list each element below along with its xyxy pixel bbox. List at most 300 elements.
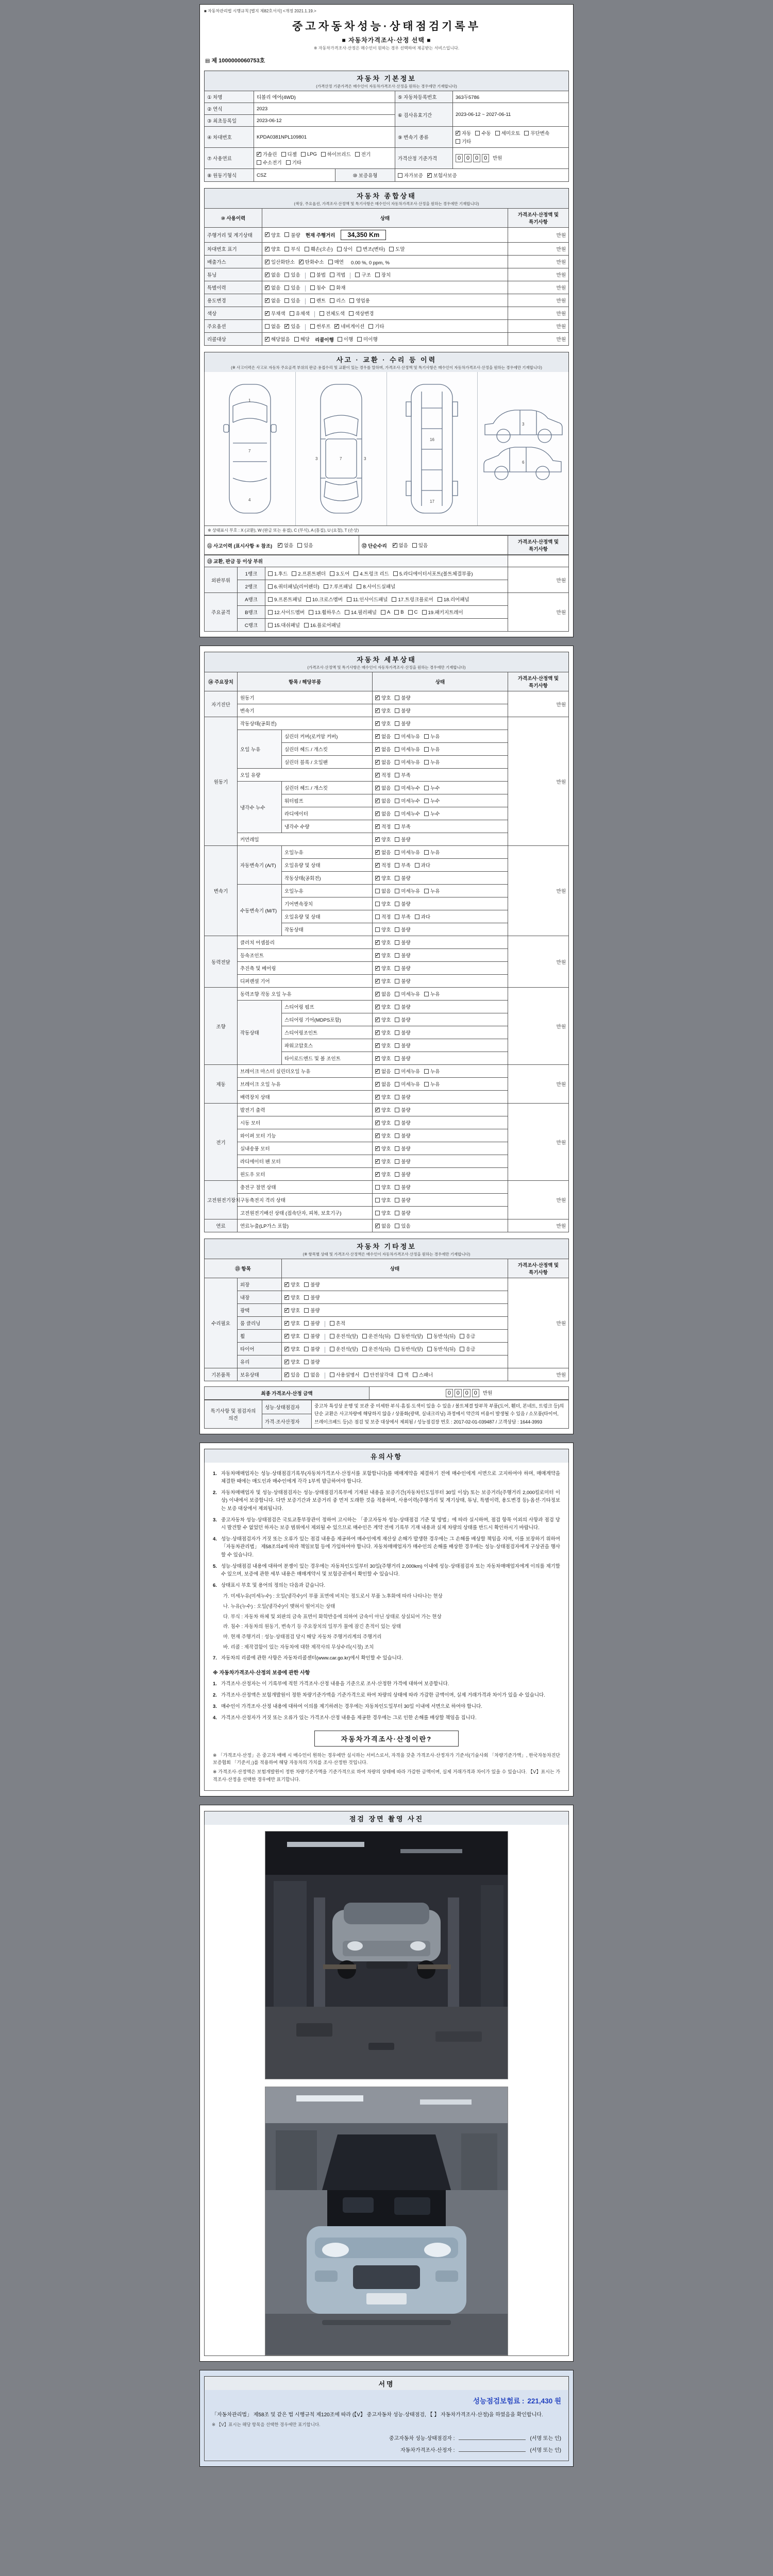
checkbox-불량[interactable] [304, 1345, 320, 1352]
checkbox-양호[interactable] [284, 1332, 300, 1340]
usage-state-cell [262, 333, 508, 346]
checkbox-부족[interactable] [395, 861, 410, 869]
state-cell [373, 782, 508, 794]
checkbox-동반석(뒤)[interactable] [427, 1332, 456, 1340]
checkbox-불량[interactable] [395, 1145, 410, 1152]
checkbox-동반석(뒤)[interactable] [427, 1345, 456, 1352]
checkbox-box [375, 1121, 380, 1125]
checkbox-11.인사이드패널[interactable] [347, 596, 388, 603]
checkbox-box [265, 232, 270, 237]
checkbox-label: 없음 [381, 992, 391, 997]
state-cell [373, 846, 508, 859]
checkbox-없음[interactable] [375, 990, 391, 997]
checkbox-적정[interactable] [375, 913, 391, 920]
checkbox-없음[interactable] [375, 797, 391, 804]
checkbox-없음[interactable] [375, 810, 391, 817]
checkbox-과다[interactable] [415, 861, 430, 869]
device-row [205, 1219, 569, 1232]
checkbox-양호[interactable] [265, 245, 280, 252]
checkbox-불량[interactable] [395, 1132, 410, 1139]
checkbox-과다[interactable] [415, 913, 430, 920]
checkbox-label: 수동 [481, 131, 491, 137]
checkbox-불량[interactable] [395, 1183, 410, 1191]
checkbox-불량[interactable] [395, 1106, 410, 1113]
checkbox-스패너[interactable] [413, 1371, 433, 1378]
checkbox-불법[interactable] [310, 271, 326, 278]
checkbox-도말[interactable] [389, 245, 405, 252]
checkbox-흔적[interactable] [330, 1319, 345, 1327]
checkbox-14.필러패널[interactable] [345, 608, 377, 616]
checkbox-6.쿼터패널(리어펜더)[interactable] [268, 583, 320, 590]
checkbox-불량[interactable] [395, 964, 410, 972]
checkbox-누유[interactable] [424, 990, 440, 997]
checkbox-없음[interactable] [375, 1080, 391, 1088]
checkbox-10.크로스멤버[interactable] [306, 596, 343, 603]
checkbox-부식[interactable] [284, 245, 300, 252]
checkbox-box [375, 721, 380, 726]
valid-period-value: 2023-06-12 ~ 2027-06-11 [453, 103, 569, 127]
checkbox-양호[interactable] [375, 1106, 391, 1113]
checkbox-무채색[interactable] [265, 310, 285, 317]
checkbox-없음[interactable] [265, 284, 280, 291]
item-name: 오일누유 [282, 885, 373, 897]
state-cell [373, 1091, 508, 1104]
checkbox-훼손(오손)[interactable] [305, 245, 333, 252]
item-name: 작동상태(공회전) [238, 717, 373, 730]
item-name: 클러치 어셈블리 [238, 936, 373, 949]
item-name: 오일 유량 [238, 769, 373, 782]
checkbox-응급[interactable] [460, 1332, 475, 1340]
checkbox-양호[interactable] [375, 926, 391, 933]
checkbox-양호[interactable] [375, 1093, 391, 1100]
checkbox-양호[interactable] [375, 707, 391, 714]
checkbox-양호[interactable] [375, 1145, 391, 1152]
checkbox-양호[interactable] [375, 939, 391, 946]
checkbox-19.패키지트레이[interactable] [422, 608, 463, 616]
checkbox-1.후드[interactable] [268, 570, 288, 577]
checkbox-양호[interactable] [375, 720, 391, 727]
checkbox-있음[interactable] [284, 284, 300, 291]
checkbox-label: 15.대쉬패널 [274, 623, 300, 629]
checkbox-box [395, 799, 399, 803]
checkbox-5.라디에이터서포트(볼트체결부품)[interactable] [393, 570, 473, 577]
checkbox-미세누유[interactable] [395, 758, 420, 766]
checkbox-동반석(앞)[interactable] [395, 1345, 423, 1352]
item-name: 커먼레일 [238, 833, 373, 846]
checkbox-유채색[interactable] [290, 310, 310, 317]
checkbox-box [395, 734, 399, 739]
checkbox-무단변속[interactable] [524, 129, 549, 137]
signature-line[interactable] [459, 2434, 526, 2440]
checkbox-없음[interactable] [375, 849, 391, 856]
item-name: 변속기 [238, 704, 373, 717]
checkbox-box [456, 131, 460, 135]
checkbox-있음[interactable] [412, 541, 428, 549]
checkbox-불량[interactable] [395, 939, 410, 946]
checkbox-양호[interactable] [375, 874, 391, 882]
checkbox-불량[interactable] [395, 900, 410, 907]
checkbox-미이행[interactable] [357, 335, 378, 343]
checkbox-label: 탄화수소 [305, 260, 324, 265]
document-number-text: 제 1000000060753호 [211, 58, 265, 64]
checkbox-누수[interactable] [424, 784, 440, 791]
checkbox-label: 동반석(뒤) [433, 1334, 456, 1340]
checkbox-탄화수소[interactable] [299, 258, 324, 265]
checkbox-불량[interactable] [395, 1003, 410, 1010]
checkbox-네비게이션[interactable] [334, 323, 364, 330]
checkbox-B[interactable] [394, 609, 404, 615]
checkbox-box [395, 837, 399, 842]
checkbox-없음[interactable] [265, 271, 280, 278]
checkbox-기타[interactable] [368, 323, 384, 330]
notice-item [213, 1691, 560, 1699]
checkbox-화재[interactable] [330, 284, 345, 291]
checkbox-있음[interactable] [297, 541, 313, 549]
checkbox-없음[interactable] [375, 887, 391, 894]
checkbox-양호[interactable] [375, 1055, 391, 1062]
checkbox-불량[interactable] [395, 1171, 410, 1178]
checkbox-있음[interactable] [395, 1222, 410, 1229]
final-price-table [204, 1386, 569, 1400]
checkbox-box [398, 173, 402, 178]
checkbox-box [338, 337, 342, 342]
device-row [205, 988, 569, 1001]
checkbox-침수[interactable] [310, 284, 326, 291]
checkbox-없음[interactable] [375, 733, 391, 740]
checkbox-불량[interactable] [395, 1209, 410, 1216]
checkbox-box [355, 273, 360, 277]
checkbox-양호[interactable] [375, 1042, 391, 1049]
etc-group-label: 기본품목 [205, 1368, 238, 1381]
checkbox-미세누유[interactable] [395, 887, 420, 894]
checkbox-box [265, 324, 270, 329]
svg-text:3: 3 [522, 422, 525, 427]
checkbox-불량[interactable] [304, 1319, 320, 1327]
checkbox-양호[interactable] [375, 1158, 391, 1165]
device-name: 조향 [205, 988, 238, 1065]
checkbox-미세누유[interactable] [395, 990, 420, 997]
checkbox-label: 미이행 [363, 337, 378, 343]
checkbox-8.사이드실패널[interactable] [357, 583, 395, 590]
checkbox-전기[interactable] [355, 150, 371, 158]
checkbox-부족[interactable] [395, 823, 410, 830]
checkbox-box [375, 863, 380, 868]
checkbox-box [395, 992, 399, 996]
checkbox-운전석(앞)[interactable] [330, 1332, 358, 1340]
checkbox-운전석(앞)[interactable] [330, 1345, 358, 1352]
notice-subitem: 나. 누유(누수) : 오일(냉각수)이 맺혀서 떨어지는 상태 [223, 1604, 335, 1610]
checkbox-일산화탄소[interactable] [265, 258, 295, 265]
checkbox-세미오토[interactable] [495, 129, 520, 137]
checkbox-label: 양호 [291, 1334, 300, 1340]
checkbox-17.트렁크플로어[interactable] [392, 596, 433, 603]
checkbox-누수[interactable] [424, 810, 440, 817]
checkbox-box [375, 1211, 380, 1215]
checkbox-부족[interactable] [395, 913, 410, 920]
checkbox-있음[interactable] [284, 323, 300, 330]
sign-note: ※ 【V】표시는 해당 항목을 선택한 경우에만 표기합니다. [212, 2422, 321, 2428]
checkbox-동반석(앞)[interactable] [395, 1332, 423, 1340]
checkbox-응급[interactable] [460, 1345, 475, 1352]
checkbox-미세누수[interactable] [395, 810, 420, 817]
checkbox-양호[interactable] [375, 836, 391, 843]
checkbox-사용설명서[interactable] [330, 1371, 360, 1378]
checkbox-없음[interactable] [375, 1067, 391, 1075]
usage-history-row [205, 243, 569, 256]
checkbox-리스[interactable] [330, 297, 345, 304]
checkbox-불량[interactable] [304, 1307, 320, 1314]
checkbox-양호[interactable] [375, 900, 391, 907]
overall-col-item: ⑩ 사용이력 [205, 209, 262, 228]
checkbox-label: 10.크로스멤버 [312, 597, 343, 603]
checkbox-불량[interactable] [395, 707, 410, 714]
checkbox-label: 있음 [418, 543, 428, 549]
etc-row [205, 1368, 569, 1381]
checkbox-잭[interactable] [398, 1371, 409, 1378]
checkbox-없음[interactable] [265, 323, 280, 330]
item-name: 브레이크 오일 누유 [238, 1078, 373, 1091]
checkbox-누유[interactable] [424, 849, 440, 856]
section-detail-note: (가격조사·산정액 및 특기사항은 매수인이 자동차가격조사·산정을 원하는 경우에만 기재합니다) [307, 665, 466, 670]
checkbox-label: 잭 [404, 1372, 409, 1378]
checkbox-불량[interactable] [395, 836, 410, 843]
checkbox-미세누수[interactable] [395, 784, 420, 791]
checkbox-미세누유[interactable] [395, 745, 420, 753]
document-subnote: ※ 자동차가격조사·산정은 매수인이 원하는 경우 선택하여 제공받는 서비스입니다. [313, 46, 460, 50]
checkbox-없음[interactable] [375, 1222, 391, 1229]
checkbox-box [304, 1295, 309, 1300]
checkbox-누유[interactable] [424, 1080, 440, 1088]
checkbox-있음[interactable] [284, 297, 300, 304]
checkbox-없음[interactable] [375, 745, 391, 753]
checkbox-C[interactable] [408, 609, 418, 615]
checkbox-양호[interactable] [284, 1281, 300, 1288]
checkbox-box [375, 940, 380, 945]
checkbox-디젤[interactable] [281, 150, 297, 158]
checkbox-자동[interactable] [456, 129, 471, 137]
panel-items-cell [265, 593, 508, 606]
checkbox-누유[interactable] [424, 758, 440, 766]
checkbox-불량[interactable] [395, 1158, 410, 1165]
checkbox-변조(변타)[interactable] [357, 245, 385, 252]
checkbox-12.사이드멤버[interactable] [268, 608, 305, 616]
checkbox-미세누유[interactable] [395, 1080, 420, 1088]
checkbox-LPG[interactable] [301, 151, 317, 157]
checkbox-box [395, 1146, 399, 1151]
checkbox-7.루프패널[interactable] [324, 583, 353, 590]
checkbox-9.프론트패널[interactable] [268, 596, 302, 603]
checkbox-전체도색[interactable] [320, 310, 345, 317]
checkbox-box [265, 337, 270, 342]
checkbox-불량[interactable] [395, 694, 410, 701]
checkbox-누유[interactable] [424, 1067, 440, 1075]
checkbox-양호[interactable] [375, 964, 391, 972]
checkbox-불량[interactable] [395, 926, 410, 933]
checkbox-label: 없음 [381, 734, 391, 740]
checkbox-label: 7.루프패널 [329, 584, 353, 590]
checkbox-양호[interactable] [375, 952, 391, 959]
checkbox-불량[interactable] [395, 1016, 410, 1023]
checkbox-양호[interactable] [375, 1029, 391, 1036]
checkbox-해당[interactable] [294, 335, 310, 343]
checkbox-A[interactable] [381, 609, 390, 615]
checkbox-양호[interactable] [375, 1209, 391, 1216]
checkbox-불량[interactable] [395, 720, 410, 727]
checkbox-양호[interactable] [284, 1358, 300, 1365]
checkbox-수동[interactable] [475, 129, 491, 137]
checkbox-매연[interactable] [328, 258, 344, 265]
checkbox-누수[interactable] [424, 797, 440, 804]
checkbox-없음[interactable] [375, 784, 391, 791]
checkbox-label: 기타 [375, 324, 384, 330]
checkbox-불량[interactable] [304, 1358, 320, 1365]
checkbox-양호[interactable] [375, 1003, 391, 1010]
checkbox-13.휠하우스[interactable] [309, 608, 341, 616]
checkbox-양호[interactable] [284, 1294, 300, 1301]
checkbox-누유[interactable] [424, 745, 440, 753]
checkbox-18.리어패널[interactable] [438, 596, 469, 603]
checkbox-4.트렁크 리드[interactable] [354, 570, 389, 577]
section-sign-header [204, 2376, 569, 2390]
checkbox-적법[interactable] [330, 271, 345, 278]
checkbox-양호[interactable] [375, 694, 391, 701]
checkbox-적정[interactable] [375, 861, 391, 869]
checkbox-양호[interactable] [375, 1183, 391, 1191]
checkbox-label: LPG [307, 151, 317, 157]
checkbox-없음[interactable] [393, 541, 408, 549]
engine-type-label: ⑧ 원동기형식 [205, 169, 254, 182]
item-name: 원동기 [238, 691, 373, 704]
checkbox-적정[interactable] [375, 771, 391, 778]
checkbox-렌트[interactable] [310, 297, 326, 304]
notice-text: 자동차의 리콜에 관한 사항은 자동차리콜센터(www.car.go.kr)에서 확인할 수 있습니다. [221, 1655, 403, 1661]
checkbox-보험사보증[interactable] [427, 172, 457, 179]
checkbox-가솔린[interactable] [257, 150, 277, 158]
checkbox-label: 침수 [316, 285, 326, 291]
checkbox-기타[interactable] [456, 138, 471, 145]
checkbox-label: 미세누유 [401, 1069, 421, 1075]
checkbox-해당없음[interactable] [265, 335, 290, 343]
checkbox-자가보증[interactable] [398, 172, 423, 179]
checkbox-양호[interactable] [375, 1196, 391, 1204]
checkbox-기타[interactable] [286, 159, 301, 166]
checkbox-불량[interactable] [395, 952, 410, 959]
checkbox-label: 양호 [381, 708, 391, 714]
checkbox-불량[interactable] [395, 1196, 410, 1204]
checkbox-label: 렌트 [316, 298, 326, 304]
checkbox-없음[interactable] [375, 758, 391, 766]
checkbox-썬루프[interactable] [310, 323, 331, 330]
state-cell [373, 1155, 508, 1168]
checkbox-3.도어[interactable] [330, 570, 349, 577]
checkbox-label: 양호 [381, 1198, 391, 1204]
checkbox-15.대쉬패널[interactable] [268, 621, 300, 629]
checkbox-양호[interactable] [375, 1119, 391, 1126]
checkbox-양호[interactable] [375, 1171, 391, 1178]
checkbox-부족[interactable] [395, 771, 410, 778]
checkbox-2.프론트펜더[interactable] [292, 570, 326, 577]
checkbox-label: 불량 [401, 927, 411, 933]
checkbox-상이[interactable] [337, 245, 352, 252]
checkbox-label: 적정 [381, 863, 391, 869]
checkbox-label: 양호 [381, 1172, 391, 1178]
checkbox-box [320, 311, 324, 316]
checkbox-수소전기[interactable] [257, 159, 282, 166]
checkbox-label: 없음 [381, 811, 391, 817]
checkbox-box [395, 1082, 399, 1087]
checkbox-불량[interactable] [284, 231, 300, 239]
checkbox-적정[interactable] [375, 823, 391, 830]
checkbox-안전삼각대[interactable] [364, 1371, 394, 1378]
checkbox-불량[interactable] [395, 1029, 410, 1036]
state-cell [373, 1168, 508, 1181]
checkbox-있음[interactable] [284, 271, 300, 278]
checkbox-양호[interactable] [375, 977, 391, 985]
checkbox-label: 양호 [381, 1146, 391, 1152]
checkbox-미세누유[interactable] [395, 849, 420, 856]
checkbox-label: 기타 [462, 139, 472, 145]
checkbox-불량[interactable] [304, 1332, 320, 1340]
checkbox-불량[interactable] [395, 977, 410, 985]
checkbox-이행[interactable] [338, 335, 353, 343]
inspection-photo-2 [265, 2087, 508, 2355]
checkbox-하이브리드[interactable] [321, 150, 351, 158]
checkbox-색상변경[interactable] [349, 310, 374, 317]
usage-state-cell [262, 268, 508, 281]
opinion-table [204, 1400, 569, 1429]
checkbox-box [395, 786, 399, 790]
checkbox-양호[interactable] [375, 1016, 391, 1023]
checkbox-불량[interactable] [304, 1281, 320, 1288]
checkbox-box [424, 850, 429, 855]
checkbox-16.플로어패널[interactable] [304, 621, 341, 629]
checkbox-불량[interactable] [395, 1055, 410, 1062]
checkbox-양호[interactable] [265, 231, 280, 239]
checkbox-label: 부족 [401, 773, 411, 778]
checkbox-장치[interactable] [375, 271, 391, 278]
checkbox-label: 없음 [381, 760, 391, 766]
checkbox-box [306, 597, 311, 602]
checkbox-미세누유[interactable] [395, 1067, 420, 1075]
checkbox-누유[interactable] [424, 733, 440, 740]
checkbox-운전석(뒤)[interactable] [362, 1332, 391, 1340]
checkbox-양호[interactable] [284, 1307, 300, 1314]
checkbox-구조[interactable] [355, 271, 371, 278]
checkbox-없음[interactable] [278, 541, 293, 549]
checkbox-불량[interactable] [395, 1093, 410, 1100]
checkbox-label: 불량 [401, 696, 411, 701]
checkbox-누유[interactable] [424, 887, 440, 894]
checkbox-label: 8.사이드실패널 [363, 584, 396, 590]
checkbox-없음[interactable] [304, 1371, 320, 1378]
state-cell [373, 949, 508, 962]
checkbox-양호[interactable] [284, 1319, 300, 1327]
checkbox-양호[interactable] [284, 1345, 300, 1352]
checkbox-미세누유[interactable] [395, 733, 420, 740]
checkbox-없음[interactable] [265, 297, 280, 304]
checkbox-영업용[interactable] [349, 297, 370, 304]
signature-line[interactable] [459, 2446, 526, 2452]
checkbox-양호[interactable] [375, 1132, 391, 1139]
checkbox-운전석(뒤)[interactable] [362, 1345, 391, 1352]
checkbox-불량[interactable] [395, 1042, 410, 1049]
device-name: 고전원전기장치 [205, 1181, 238, 1219]
checkbox-있음[interactable] [284, 1371, 300, 1378]
checkbox-미세누수[interactable] [395, 797, 420, 804]
checkbox-불량[interactable] [395, 1119, 410, 1126]
checkbox-불량[interactable] [304, 1294, 320, 1301]
checkbox-불량[interactable] [395, 874, 410, 882]
